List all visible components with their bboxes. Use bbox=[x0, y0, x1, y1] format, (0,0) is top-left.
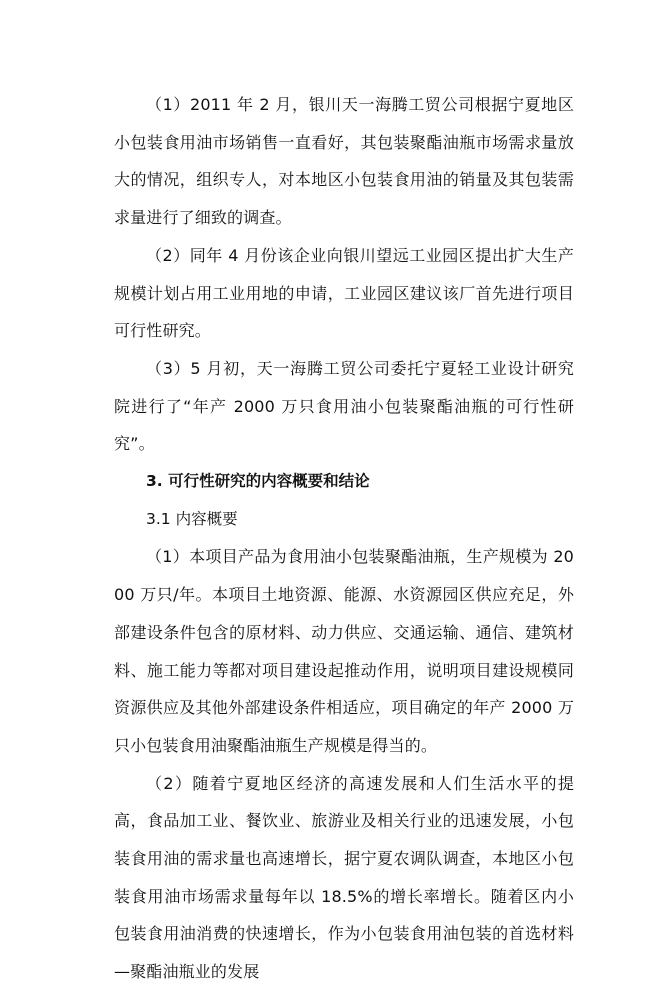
section-heading: 3. 可行性研究的内容概要和结论 bbox=[146, 472, 370, 491]
paragraph-3: （3）5 月初，天一海腾工贸公司委托宁夏轻工业设计研究院进行了“年产 2000 万只食用油小包装聚酯油瓶的可行性研究”。 bbox=[114, 358, 574, 454]
paragraph-5: （2）随着宁夏地区经济的高速发展和人们生活水平的提高，食品加工业、餐饮业、旅游业及相关行业的迅速发展，小包装食用油的需求量也高速增长，据宁夏农调队调查，本地区小包装食用油市场需求量每年以 18.5%的增长率增长。随着区内小包装食用油消费的快速增长，作为小包装食用油包装的首选材料—聚酯油瓶业的发展 bbox=[114, 773, 574, 982]
subsection-heading: 3.1 内容概要 bbox=[146, 509, 238, 528]
document-body bbox=[114, 86, 574, 991]
paragraph-4: （1）本项目产品为食用油小包装聚酯油瓶，生产规模为 2000 万只/年。本项目土地资源、能源、水资源园区供应充足，外部建设条件包含的原材料、动力供应、交通运输、通信、建筑材料、施工能力等都对项目建设起推动作用，说明项目建设规模同资源供应及其他外部建设条件相适应，项目确定的年产 2000 万只小包装食用油聚酯油瓶生产规模是得当的。 bbox=[114, 547, 574, 755]
paragraph-2: （2）同年 4 月份该企业向银川望远工业园区提出扩大生产规模计划占用工业用地的申请，工业园区建议该厂首先进行项目可行性研究。 bbox=[114, 245, 574, 341]
paragraph-1: （1）2011 年 2 月，银川天一海腾工贸公司根据宁夏地区小包装食用油市场销售一直看好，其包装聚酯油瓶市场需求量放大的情况，组织专人，对本地区小包装食用油的销量及其包装需求量进行了细致的调查。 bbox=[114, 95, 574, 228]
